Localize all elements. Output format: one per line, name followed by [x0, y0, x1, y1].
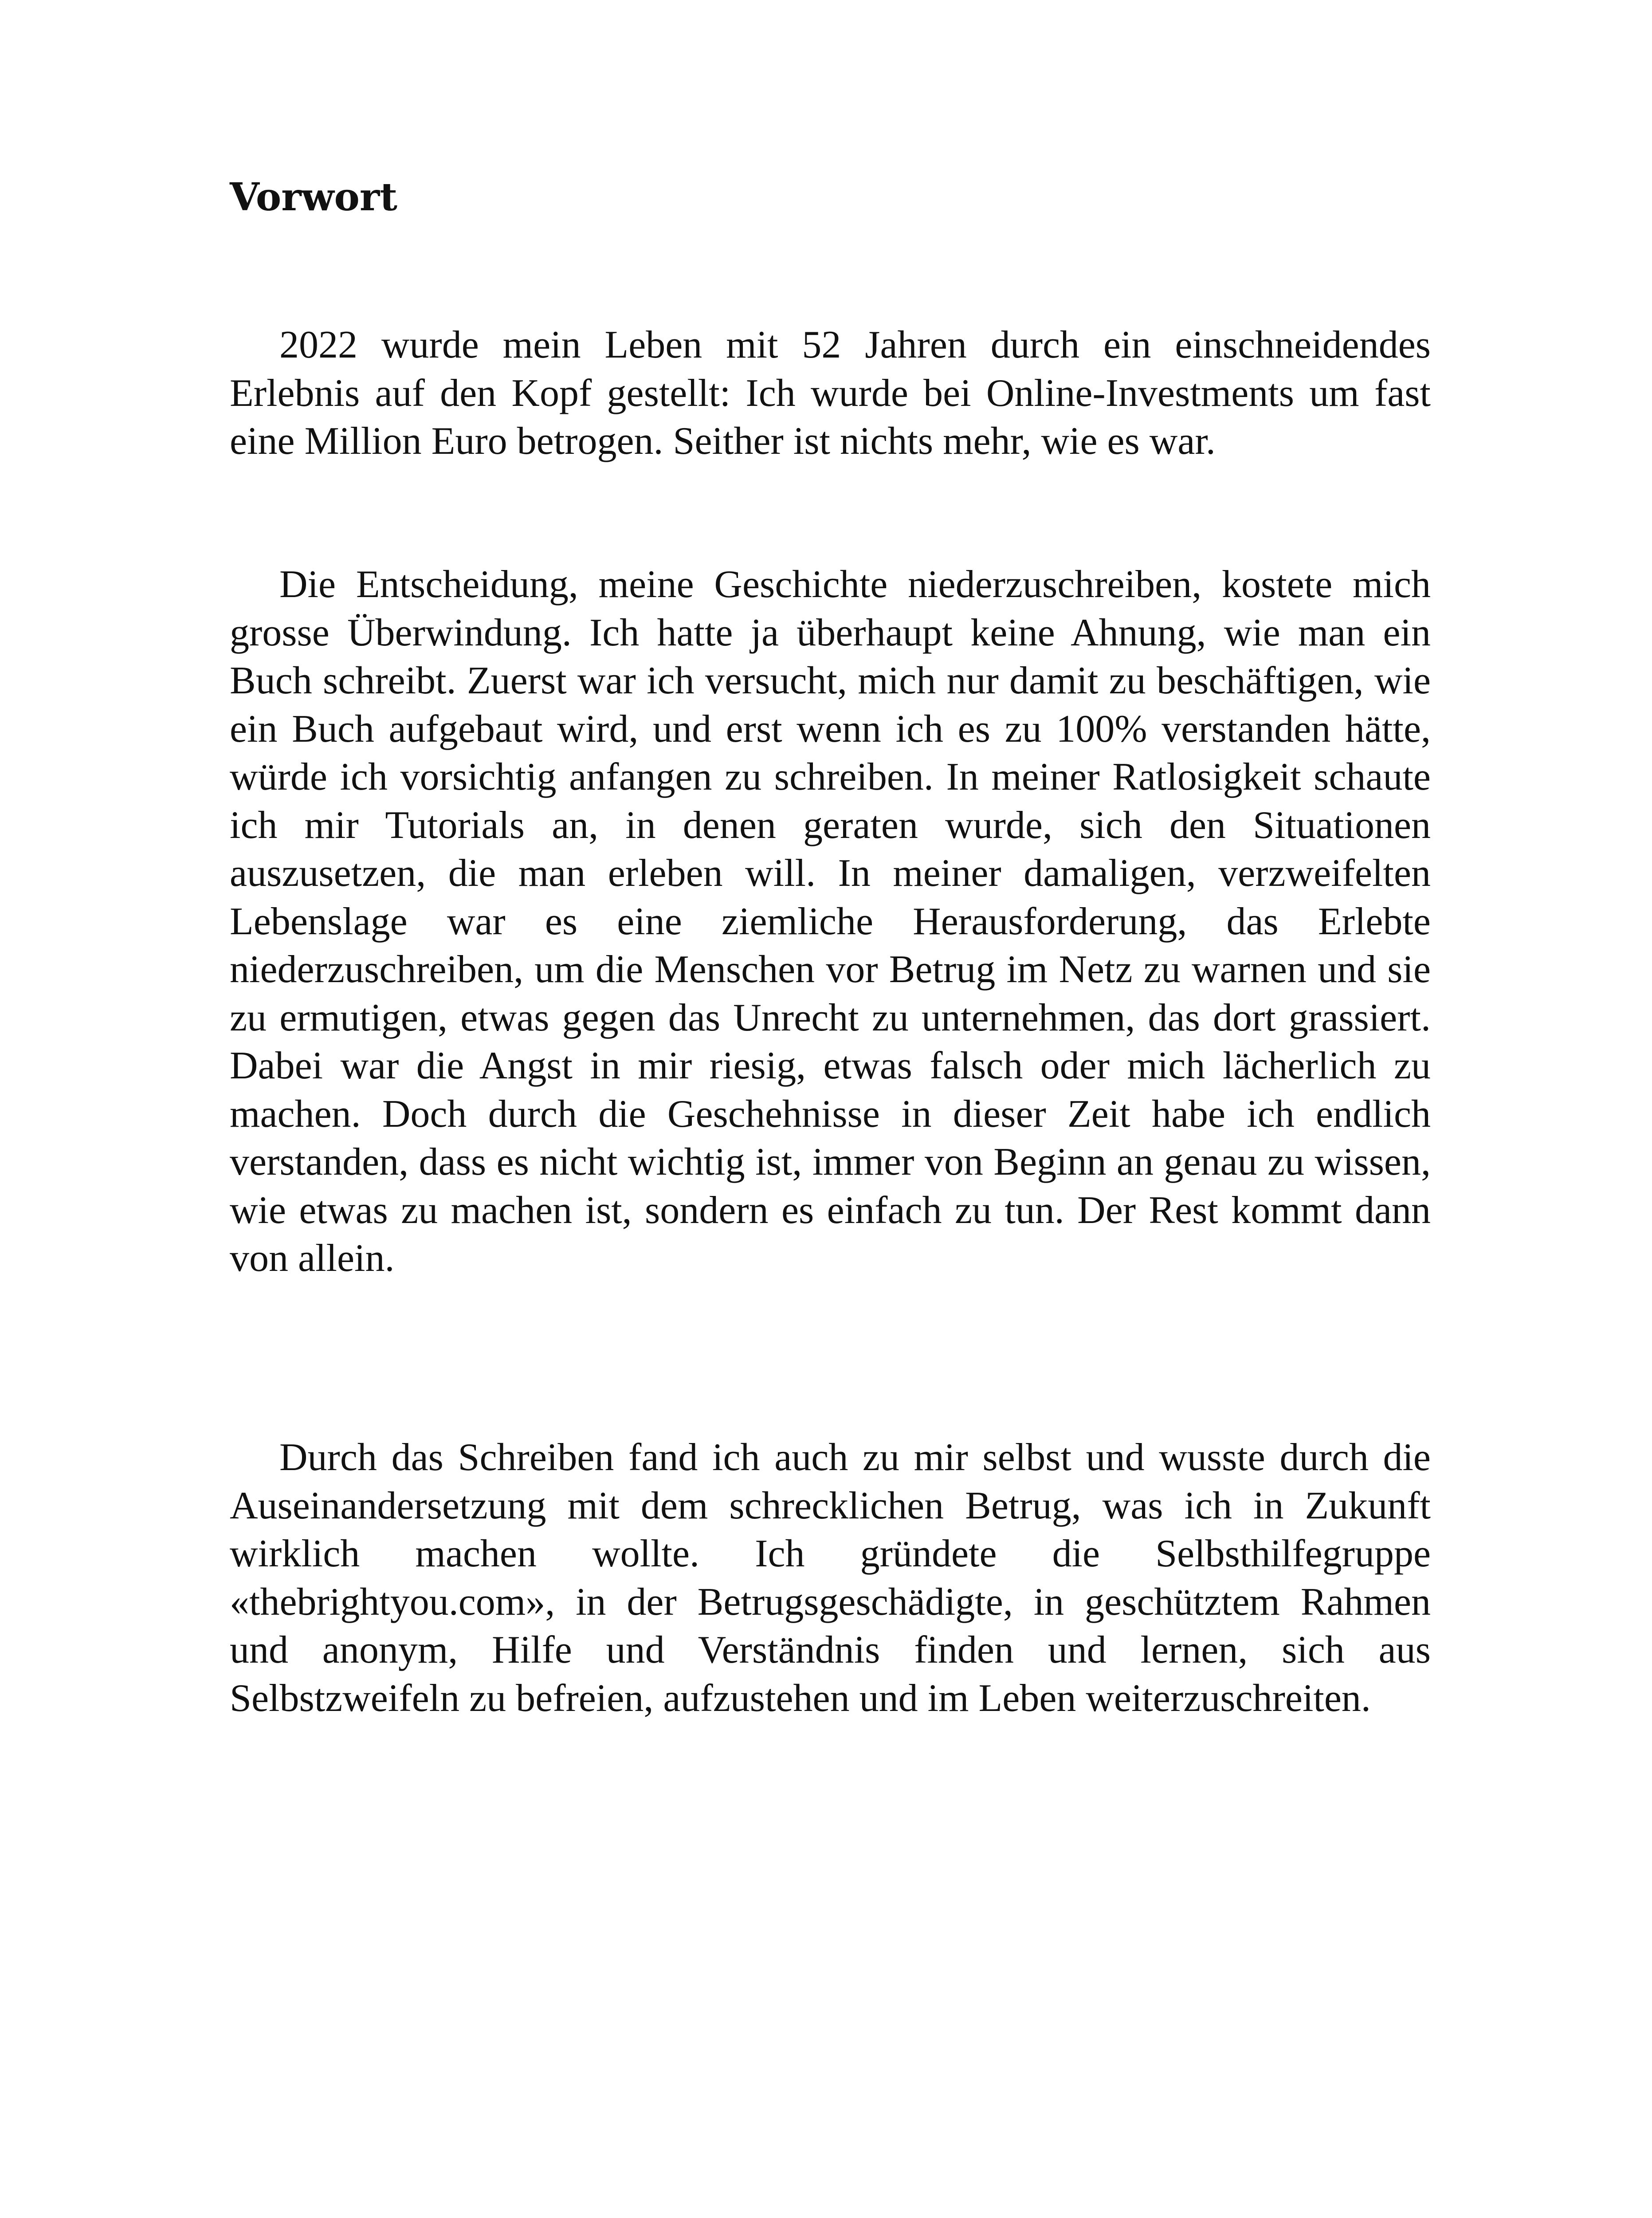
paragraph-self-help-group: Durch das Schreiben fand ich auch zu mir selbst und wusste durch die Auseinandersetzung mit dem schrecklichen Betrug, was ich in Zukunft wirklich machen wollte. Ich gründete die Selbsthilfegruppe «thebrightyou.com», in der Betrugsgeschädigte, in geschütztem Rahmen und anonym, Hilfe und Verständnis finden und lernen, sich aus Selbstzweifeln zu befreien, aufzustehen und im Leben weiterzuschreiten.	[230, 1436, 1431, 1720]
paragraph-decision: Die Entscheidung, meine Geschichte niederzuschreiben, kostete mich grosse Überwindung. Ich hatte ja überhaupt keine Ahnung, wie man ein Buch schreibt. Zuerst war ich versucht, mich nur damit zu beschäftigen, wie ein Buch aufgebaut wird, und erst wenn ich es zu 100% verstanden hätte, würde ich vorsichtig anfangen zu schreiben. In meiner Ratlosigkeit schaute ich mir Tutorials an, in denen geraten wurde, sich den Situationen auszusetzen, die man erleben will. In meiner damaligen, verzweifelten Lebenslage war es eine ziemliche Herausforderung, das Erlebte niederzuschreiben, um die Menschen vor Betrug im Netz zu warnen und sie zu ermutigen, etwas gegen das Unrecht zu unternehmen, das dort grassiert. Dabei war die Angst in mir riesig, etwas falsch oder mich lächerlich zu machen. Doch durch die Geschehnisse in dieser Zeit habe ich endlich verstanden, dass es nicht wichtig ist, immer von Beginn an genau zu wissen, wie etwas zu machen ist, sondern es einfach zu tun. Der Rest kommt dann von allein.	[230, 563, 1431, 1280]
section-heading: Vorwort	[230, 175, 397, 220]
paragraph-intro: 2022 wurde mein Leben mit 52 Jahren durch ein einschneidendes Erlebnis auf den Kopf gestellt: Ich wurde bei Online-Investments um fast eine Million Euro betrogen. Seither ist nichts mehr, wie es war.	[230, 323, 1431, 463]
